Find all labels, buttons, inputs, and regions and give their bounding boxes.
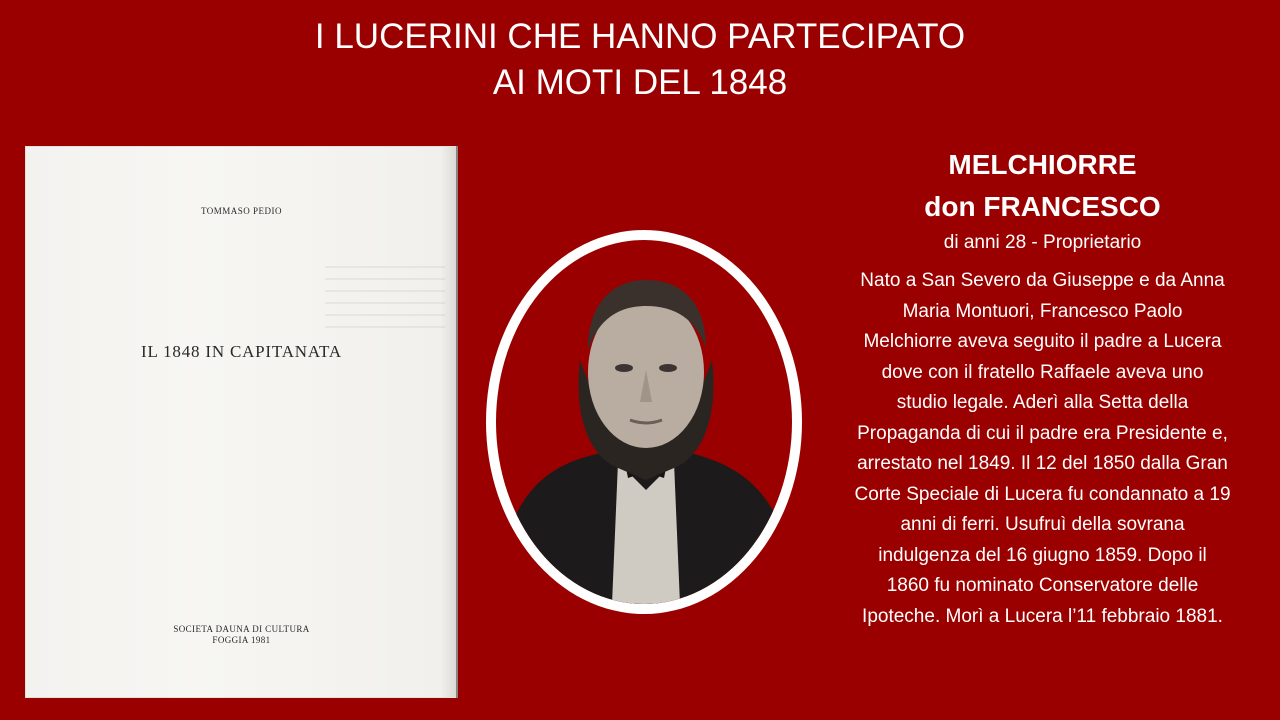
- biography-line-8: Corte Speciale di Lucera fu condannato a 19: [854, 483, 1231, 505]
- portrait-photo-icon: [496, 240, 792, 604]
- biography-line-9: anni di ferri. Usufruì della sovrana: [900, 514, 1185, 535]
- book-title: IL 1848 IN CAPITANATA: [141, 342, 342, 361]
- biography-line-7: arrestato nel 1849. Il 12 del 1850 dalla Gran: [857, 453, 1228, 474]
- person-name: [830, 144, 1255, 228]
- slide-title-line-1: I LUCERINI CHE HANNO PARTECIPATO: [314, 17, 966, 56]
- book-publisher-line-1: SOCIETA DAUNA DI CULTURA: [173, 624, 310, 634]
- biography-text: [826, 266, 1259, 632]
- slide-title: [0, 14, 1280, 106]
- portrait-frame: [486, 230, 802, 614]
- biography-line-4: dove con il fratello Raffaele aveva uno: [881, 361, 1204, 383]
- person-given-name: don FRANCESCO: [924, 191, 1161, 222]
- biography-line-2: Maria Montuori, Francesco Paolo: [902, 300, 1183, 322]
- book-author: TOMMASO PEDIO: [200, 206, 283, 216]
- book-edge: [456, 146, 458, 698]
- biography-line-6: Propaganda di cui il padre era Presidente e,: [857, 422, 1228, 444]
- left-eye: [615, 364, 633, 372]
- biography-line-10: indulgenza del 16 giugno 1859. Dopo il: [878, 544, 1207, 566]
- person-surname: MELCHIORRE: [948, 149, 1137, 180]
- biography-line-1: Nato a San Severo da Giuseppe e da Anna: [860, 270, 1225, 291]
- bleed-through-texture: [325, 266, 445, 336]
- biography-line-5: studio legale. Aderì alla Setta della: [896, 392, 1189, 413]
- biography-line-12: Ipoteche. Morì a Lucera l’11 febbraio 1881.: [862, 605, 1223, 627]
- book-publisher: [25, 624, 458, 646]
- person-subtitle: di anni 28 - Proprietario: [943, 232, 1142, 253]
- right-eye: [659, 364, 677, 372]
- book-cover-image: [25, 146, 458, 698]
- biography-line-11: 1860 fu nominato Conservatore delle: [886, 575, 1199, 596]
- book-publisher-line-2: FOGGIA 1981: [212, 635, 271, 645]
- portrait-illustration: [496, 240, 792, 604]
- biography-line-3: Melchiorre aveva seguito il padre a Lucera: [863, 331, 1222, 352]
- slide-title-line-2: AI MOTI DEL 1848: [492, 63, 788, 102]
